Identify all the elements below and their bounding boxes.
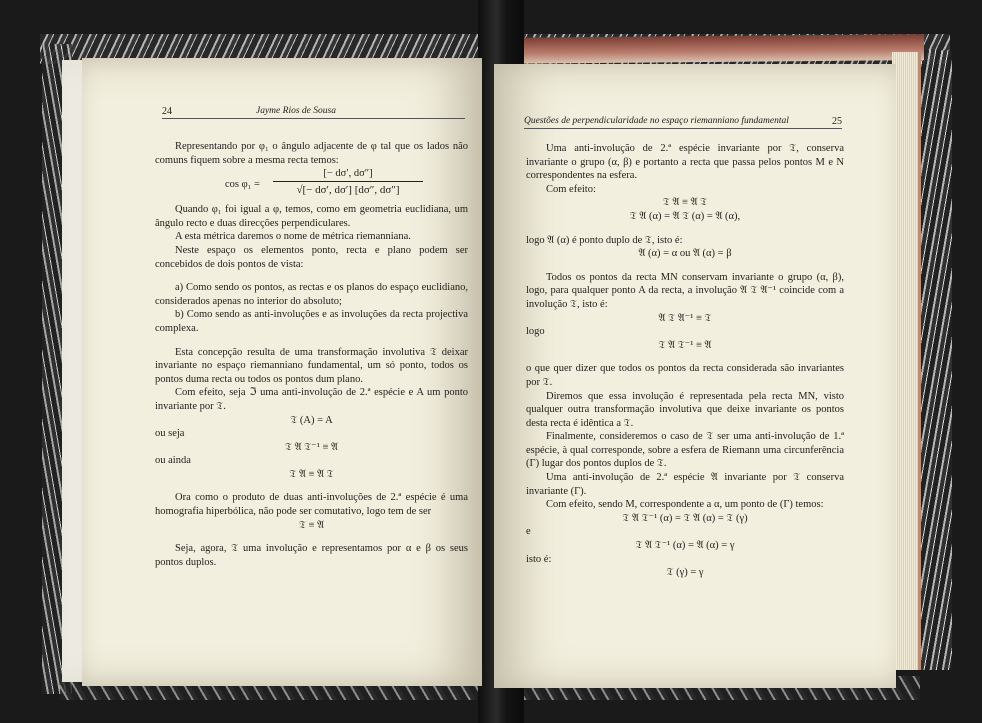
paragraph-gap — [526, 224, 844, 234]
left-page-number: 24 — [162, 106, 172, 117]
display-equation: 𝔗 𝔄 ≡ 𝔄 𝔗 — [289, 468, 334, 480]
left-page — [82, 58, 482, 686]
right-page-header — [524, 116, 842, 129]
paragraph: Representando por φ₁ o ângulo adjacente de φ tal que os lados não comuns fiquem sobre a mesma recta temos: — [155, 141, 468, 166]
paragraph-gap — [155, 481, 468, 491]
right-running-head: Questões de perpendicularidade no espaço riemanniano fundamental — [524, 116, 789, 126]
left-page-body — [155, 140, 468, 569]
paragraph: Com efeito, seja ℑ uma anti-involução de 2.ª espécie e A um ponto invariante por 𝔗. — [155, 387, 468, 412]
paragraph: Quando φ₁ foi igual a φ, temos, como em geometria euclidiana, um ângulo recto e duas direcções perpendiculares. — [155, 204, 468, 229]
display-equation: 𝔗 𝔄 𝔗⁻¹ (α) = 𝔄 (α) = γ — [635, 540, 735, 552]
paragraph: A esta métrica daremos o nome de métrica riemanniana. — [175, 231, 411, 243]
paragraph: Com efeito: — [546, 183, 596, 195]
equation-connector: isto é: — [526, 553, 552, 565]
right-page — [494, 64, 896, 688]
paragraph: logo 𝔄 (α) é ponto duplo de 𝔗, isto é: — [526, 234, 683, 246]
paragraph-gap — [526, 261, 844, 271]
paragraph-gap — [155, 336, 468, 346]
display-equation: 𝔄 (α) = α ou 𝔄 (α) = β — [638, 248, 732, 260]
fraction-equation — [155, 167, 468, 203]
book-red-page-edge — [484, 34, 924, 64]
display-equation: 𝔗 𝔄 (α) = 𝔄 𝔗 (α) = 𝔄 (α), — [629, 210, 741, 222]
left-running-head: Jayme Rios de Sousa — [256, 106, 336, 116]
paragraph: Neste espaço os elementos ponto, recta e plano podem ser concebidos de dois pontos de vista: — [155, 244, 468, 270]
paragraph-gap — [155, 532, 468, 542]
paragraph-gap — [155, 271, 468, 281]
display-equation: 𝔗 (A) = A — [290, 414, 333, 426]
paragraph: Uma anti-involução de 2.ª espécie 𝔄 invariante por 𝔗 conserva invariante (Γ). — [526, 472, 844, 497]
fraction-lhs: cos φ₁ = — [225, 179, 260, 191]
paragraph-gap — [526, 352, 844, 362]
paragraph: Diremos que essa involução é representada pela recta MN, visto qualquer outra transformação involutiva que deixe invariante os pontos desta recta é idêntica a 𝔗. — [526, 390, 844, 429]
display-equation: 𝔗 𝔄 𝔗⁻¹ (α) = 𝔗 𝔄 (α) = 𝔗 (γ) — [622, 512, 748, 524]
paragraph: Finalmente, consideremos o caso de 𝔗 ser uma anti-involução de 1.ª espécie, à qual corresponde, sobre a esfera de Riemann uma circunferência (Γ) lugar dos pontos duplos de 𝔗. — [526, 431, 844, 470]
display-equation: 𝔗 (γ) = γ — [666, 567, 704, 579]
paragraph: o que quer dizer que todos os pontos da recta considerada são invariantes por 𝔗. — [526, 363, 844, 388]
page-stack-edge — [892, 52, 921, 670]
paragraph: Ora como o produto de duas anti-involuções de 2.ª espécie é uma homografia hiperbólica, não pode ser comutativo, logo tem de ser — [155, 492, 468, 518]
left-page-header — [162, 106, 465, 119]
paragraph: Com efeito, sendo M, correspondente a α, um ponto de (Γ) temos: — [546, 499, 824, 511]
equation-connector: ou seja — [155, 428, 185, 440]
display-equation: 𝔄 𝔗 𝔄⁻¹ ≡ 𝔗 — [658, 312, 712, 324]
display-equation: 𝔗 𝔄 ≡ 𝔄 𝔗 — [662, 197, 708, 209]
paragraph: Esta concepção resulta de uma transformação involutiva 𝔗 deixar invariante no espaço riemanniano fundamental, um só ponto, todos os pontos duma recta ou todos os pontos dum plano. — [155, 346, 468, 385]
right-page-body — [526, 142, 844, 580]
paragraph: a) Como sendo os pontos, as rectas e os planos do espaço euclidiano, considerados apenas no interior do absoluto; — [155, 282, 468, 307]
paragraph: Seja, agora, 𝔗 uma involução e representamos por α e β os seus pontos duplos. — [155, 543, 468, 568]
paragraph: b) Como sendo as anti-involuções e as involuções da recta projectiva complexa. — [155, 309, 468, 334]
equation-connector: logo — [526, 326, 545, 338]
right-page-number: 25 — [832, 116, 842, 127]
paragraph: Uma anti-involução de 2.ª espécie invariante por 𝔗, conserva invariante o grupo (α, β) e portanto a recta que passa pelos pontos M e N correspondentes na esfera. — [526, 143, 844, 182]
fraction-numerator: [− dσ′, dσ″] — [273, 167, 423, 182]
display-equation: 𝔗 𝔄 𝔗⁻¹ ≡ 𝔄 — [285, 441, 338, 453]
display-equation: 𝔗 𝔄 𝔗⁻¹ ≡ 𝔄 — [658, 339, 712, 351]
paragraph: Todos os pontos da recta MN conservam invariante o grupo (α, β), logo, para qualquer ponto A da recta, a involução 𝔄 𝔗 𝔄⁻¹ coincide com a involução 𝔗, isto é: — [526, 271, 844, 310]
equation-connector: e — [526, 526, 531, 538]
equation-connector: ou ainda — [155, 455, 191, 467]
fraction-denominator: √[− dσ′, dσ′] [dσ″, dσ″] — [296, 184, 400, 197]
display-equation: 𝔗 ≡ 𝔄 — [298, 519, 325, 531]
